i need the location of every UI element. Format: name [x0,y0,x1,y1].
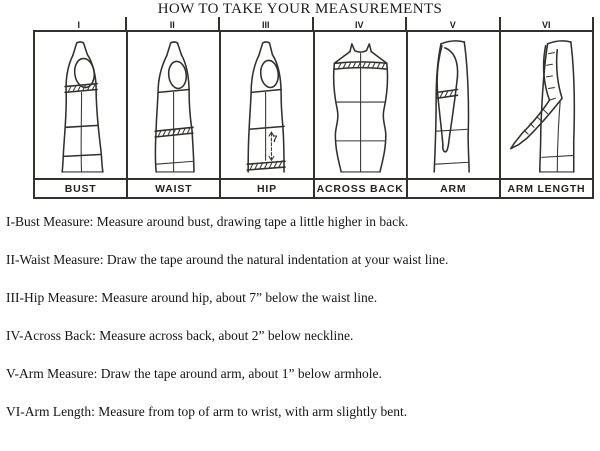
measurement-diagram [33,17,594,199]
figure-panels [33,32,594,178]
arm-length-figure-illustration [501,32,592,178]
label-arm: ARM [408,180,501,197]
panel-label-row [33,178,594,199]
panel-numeral-4: IV [314,17,408,30]
panel-hip [221,32,314,178]
panel-arm-length [501,32,592,178]
instruction-waist: II-Waist Measure: Draw the tape around the natural indentation at your waist line. [6,252,449,267]
label-arm-length: ARM LENGTH [507,182,586,195]
panel-numeral-row [33,17,594,32]
panel-numeral-3: III [220,17,314,30]
bust-measure-figure-illustration [35,32,126,178]
panel-waist [128,32,221,178]
arm-measure-figure-illustration [408,32,499,178]
panel-across-back [315,32,408,178]
label-across-back: ACROSS BACK [315,180,408,197]
label-hip: HIP [221,180,314,197]
instruction-bust: I-Bust Measure: Measure around bust, drawing tape a little higher in back. [6,214,409,229]
waist-measure-figure-illustration [128,32,219,178]
panel-arm [408,32,501,178]
panel-numeral-6: VI [501,17,595,30]
instruction-hip: III-Hip Measure: Measure around hip, about 7” below the waist line. [6,290,378,305]
instruction-arm: V-Arm Measure: Draw the tape around arm, about 1” below armhole. [6,366,382,381]
panel-bust [35,32,128,178]
instruction-arm-length: VI-Arm Length: Measure from top of arm to wrist, with arm slightly bent. [6,404,408,419]
across-back-figure-illustration [315,32,406,178]
label-bust: BUST [35,180,128,197]
panel-numeral-1: I [33,17,127,30]
instruction-list [6,213,596,441]
page-title: HOW TO TAKE YOUR MEASUREMENTS [157,1,443,17]
hip-measure-figure-illustration [221,32,312,178]
instruction-across-back: IV-Across Back: Measure across back, about 2” below neckline. [6,328,354,343]
hip-seven-inch-annotation: 7 [272,134,278,145]
panel-numeral-5: V [407,17,501,30]
label-waist: WAIST [128,180,221,197]
panel-numeral-2: II [127,17,221,30]
